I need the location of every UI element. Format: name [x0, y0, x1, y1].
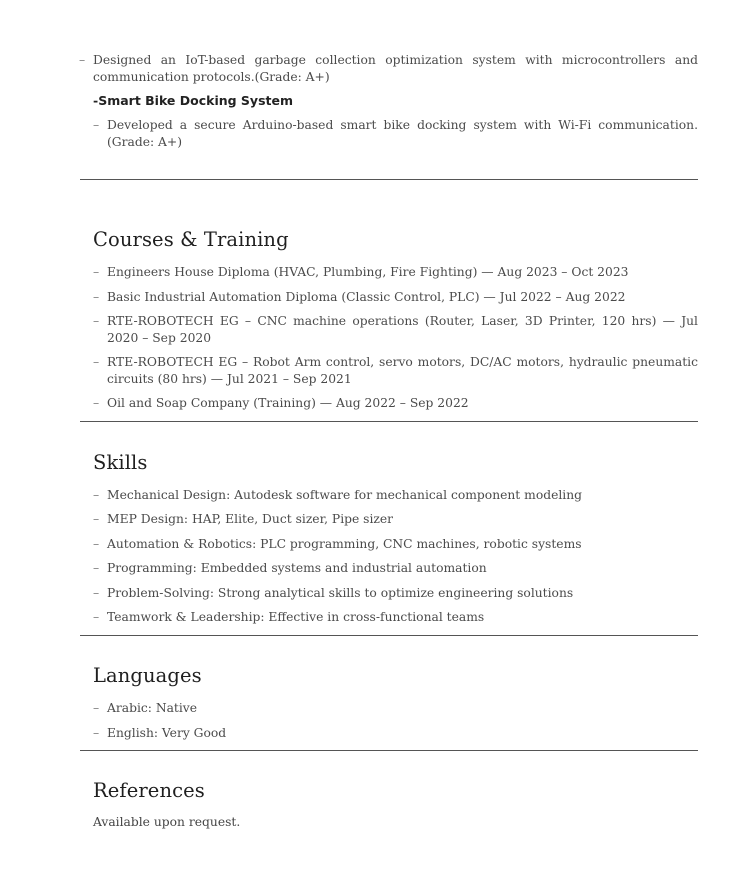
- language-item-text: Arabic: Native: [107, 701, 198, 715]
- skill-item-text: Problem-Solving: Strong analytical skills to optimize engineering solutions: [107, 586, 574, 600]
- language-item: [93, 725, 698, 742]
- skill-item: [93, 536, 698, 553]
- skill-item: [93, 560, 698, 577]
- bullet-dash: –: [93, 586, 100, 600]
- language-item-text: English: Very Good: [107, 726, 227, 740]
- section-title-skills: Skills: [93, 451, 148, 474]
- project-item: [79, 52, 698, 85]
- bullet-dash: –: [93, 265, 100, 279]
- course-item: [93, 313, 698, 346]
- section-divider: [80, 179, 698, 180]
- skill-item: [93, 511, 698, 528]
- project-item: [93, 117, 698, 150]
- bullet-dash: –: [93, 537, 100, 551]
- references-text: Available upon request.: [93, 815, 241, 829]
- skill-item-text: Programming: Embedded systems and industrial automation: [107, 561, 487, 575]
- course-item: [93, 354, 698, 387]
- section-divider: [80, 421, 698, 422]
- skill-item-text: Automation & Robotics: PLC programming, CNC machines, robotic systems: [107, 537, 582, 551]
- course-item-text: RTE-ROBOTECH EG – Robot Arm control, servo motors, DC/AC motors, hydraulic pneumatic circuits (80 hrs) — Jul 2021 – Sep 2021: [107, 355, 698, 386]
- project-item-text: Developed a secure Arduino-based smart bike docking system with Wi-Fi communication.(Grade: A+): [107, 118, 698, 149]
- course-item-text: Basic Industrial Automation Diploma (Classic Control, PLC) — Jul 2022 – Aug 2022: [107, 290, 626, 304]
- section-divider: [80, 750, 698, 751]
- bullet-dash: –: [93, 610, 100, 624]
- bullet-dash: –: [93, 701, 100, 715]
- skill-item: [93, 487, 698, 504]
- section-title-languages: Languages: [93, 664, 202, 687]
- skill-item-text: Mechanical Design: Autodesk software for mechanical component modeling: [107, 488, 583, 502]
- project-item-text: Designed an IoT-based garbage collection optimization system with microcontrollers and communication protocols.(Grade: A+): [93, 53, 698, 84]
- bullet-dash: –: [93, 314, 100, 328]
- language-item: [93, 700, 698, 717]
- course-item: [93, 395, 698, 412]
- section-title-courses: Courses & Training: [93, 228, 289, 251]
- section-title-references: References: [93, 779, 205, 802]
- bullet-dash: –: [93, 561, 100, 575]
- course-item: [93, 289, 698, 306]
- bullet-dash: –: [93, 726, 100, 740]
- bullet-dash: –: [93, 355, 100, 369]
- skill-item-text: MEP Design: HAP, Elite, Duct sizer, Pipe sizer: [107, 512, 394, 526]
- course-item-text: Oil and Soap Company (Training) — Aug 2022 – Sep 2022: [107, 396, 469, 410]
- skill-item: [93, 609, 698, 626]
- bullet-dash: –: [93, 118, 100, 132]
- course-item: [93, 264, 698, 281]
- bullet-dash: –: [93, 512, 100, 526]
- project-title-smart-bike: -Smart Bike Docking System: [93, 93, 293, 108]
- bullet-dash: –: [93, 488, 100, 502]
- course-item-text: RTE-ROBOTECH EG – CNC machine operations (Router, Laser, 3D Printer, 120 hrs) — Jul 2020 – Sep 2020: [107, 314, 698, 345]
- bullet-dash: –: [93, 290, 100, 304]
- bullet-dash: –: [79, 53, 86, 67]
- bullet-dash: –: [93, 396, 100, 410]
- section-divider: [80, 635, 698, 636]
- skill-item: [93, 585, 698, 602]
- course-item-text: Engineers House Diploma (HVAC, Plumbing, Fire Fighting) — Aug 2023 – Oct 2023: [107, 265, 629, 279]
- skill-item-text: Teamwork & Leadership: Effective in cross-functional teams: [107, 610, 485, 624]
